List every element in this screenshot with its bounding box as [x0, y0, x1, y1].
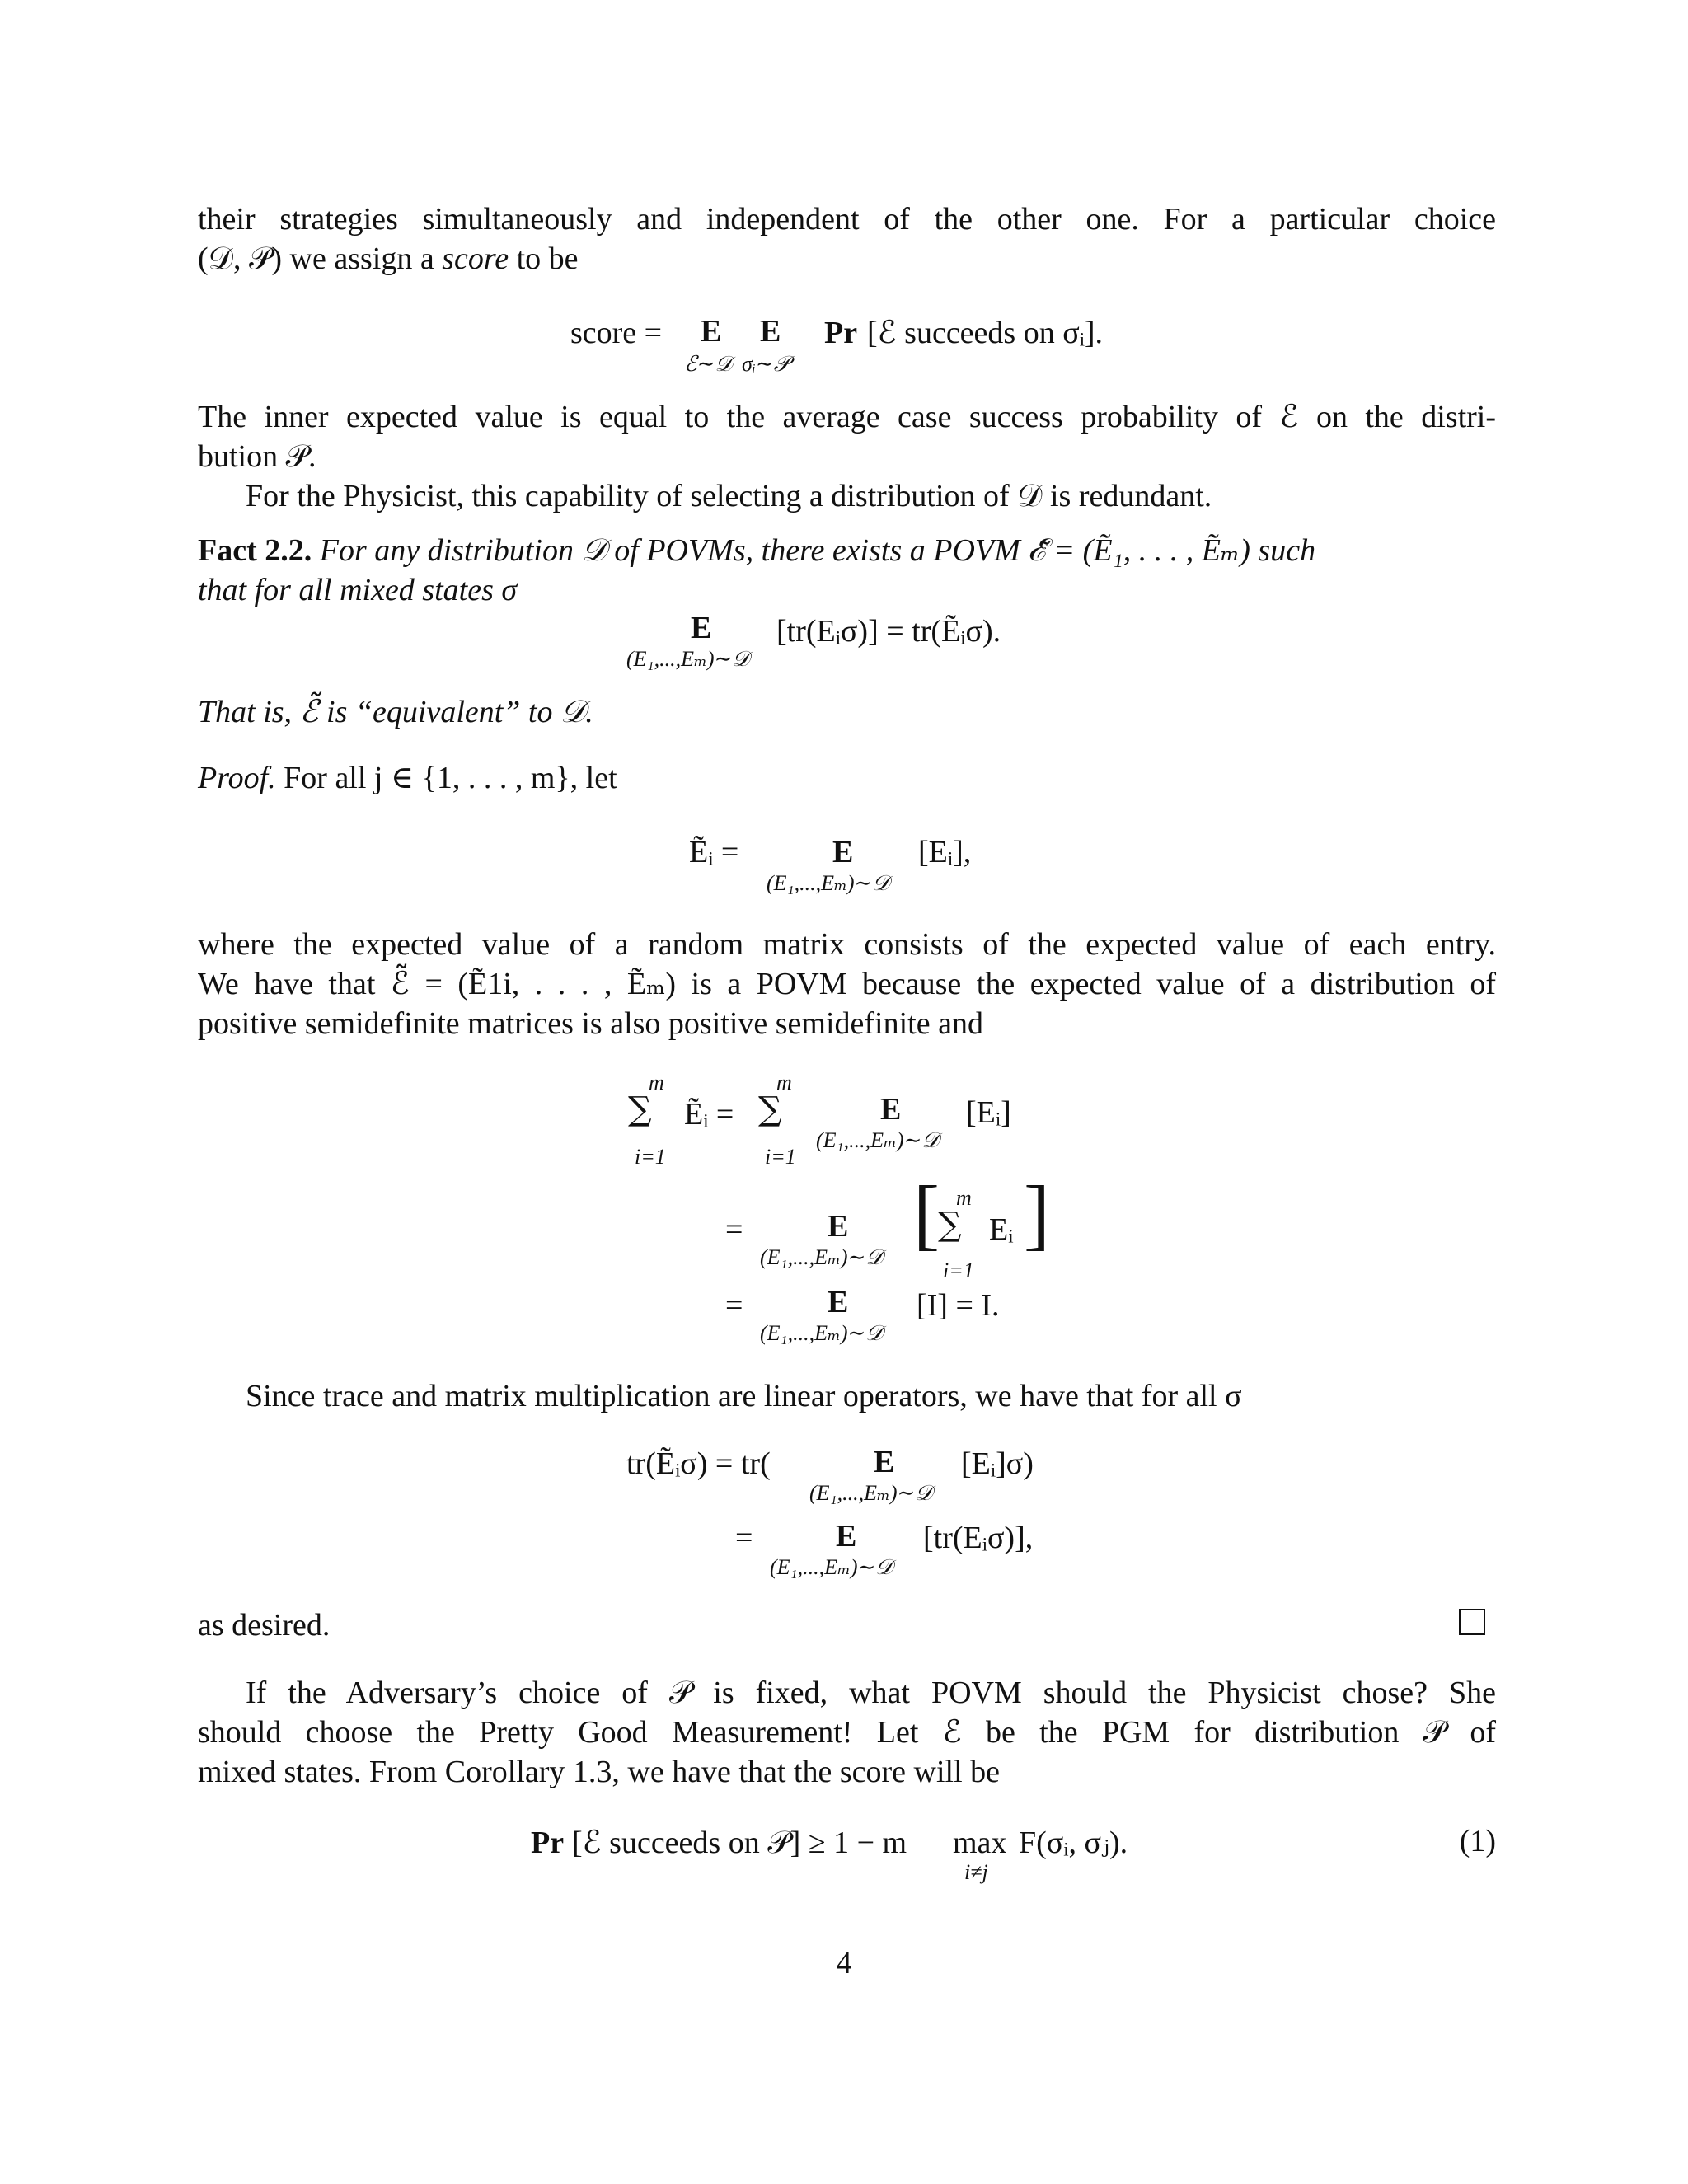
expectation-symbol: E: [832, 835, 854, 869]
subscript: (E₁,...,Eₘ)∼𝒟: [626, 647, 750, 671]
equation-lhs: [ℰ succeeds on 𝒫] ≥ 1 − m: [572, 1825, 907, 1860]
equals-sign: =: [725, 1288, 743, 1323]
equation-rhs: [ℰ succeeds on σᵢ].: [867, 316, 1104, 350]
text-span: (𝒟, 𝒫) we assign a: [198, 241, 443, 276]
equals-sign: =: [725, 1212, 743, 1247]
max-operator: max: [953, 1825, 1007, 1860]
equation-lhs: Ẽᵢ =: [684, 1097, 734, 1132]
paragraph-line: where the expected value of a random matrix consists of the expected value of each entry.: [198, 927, 1496, 962]
subscript: (E₁,...,Eₘ)∼𝒟: [767, 871, 890, 895]
paragraph-line: as desired.: [198, 1608, 331, 1643]
equation-number: (1): [1459, 1824, 1496, 1858]
expectation-symbol: E: [874, 1445, 895, 1479]
expectation-symbol: E: [691, 611, 712, 645]
fact-statement: [198, 531, 1496, 570]
proof-label: Proof.: [198, 761, 276, 795]
sum-term: Eᵢ: [989, 1212, 1014, 1247]
paragraph-line: should choose the Pretty Good Measurement! Let ℰ be the PGM for distribution 𝒫 of: [198, 1715, 1496, 1750]
fact-conclusion-text: That is, ℰ̃ is “equivalent” to 𝒟.: [198, 695, 593, 729]
expectation-symbol: E: [828, 1285, 849, 1319]
left-bracket: [: [913, 1169, 940, 1258]
fact-text: that for all mixed states σ: [198, 573, 518, 607]
right-bracket: ]: [1024, 1169, 1050, 1258]
proof-start: [198, 758, 1496, 798]
sum-lower-limit: i=1: [943, 1258, 974, 1282]
expectation-symbol: E: [880, 1092, 902, 1127]
sum-lower-limit: i=1: [635, 1145, 666, 1169]
paragraph-line: positive semidefinite matrices is also positive semidefinite and: [198, 1006, 983, 1041]
equation-lhs: tr(Ẽᵢσ) = tr(: [626, 1446, 771, 1481]
sum-symbol: ∑: [938, 1206, 962, 1244]
equals-sign: =: [735, 1521, 753, 1555]
subscript: σᵢ∼𝒫: [742, 352, 790, 376]
expectation-symbol: E: [836, 1519, 857, 1554]
sum-symbol: ∑: [758, 1090, 782, 1128]
subscript: i≠j: [964, 1860, 988, 1884]
paragraph-line: mixed states. From Corollary 1.3, we have that the score will be: [198, 1755, 1000, 1789]
equation-rhs: [tr(Eᵢσ)],: [923, 1521, 1034, 1555]
paragraph-line: [198, 239, 1496, 279]
equation-rhs: [Eᵢ],: [918, 835, 972, 869]
paragraph-line: their strategies simultaneously and independent of the other one. For a particular choice: [198, 202, 1496, 237]
equation-rhs: [tr(Eᵢσ)] = tr(Ẽᵢσ).: [776, 614, 1001, 649]
subscript: ℰ∼𝒟: [684, 352, 733, 376]
paragraph-line: The inner expected value is equal to the average case success probability of ℰ on the distri-: [198, 400, 1496, 434]
equation-rhs: [Eᵢ]: [966, 1095, 1011, 1130]
fact-text: For any distribution 𝒟 of POVMs, there exists a POVM ℰ̃ = (Ẽ₁, . . . , Ẽₘ) such: [319, 533, 1316, 568]
equation-rhs: [I] = I.: [917, 1288, 1000, 1323]
paragraph-line: For the Physicist, this capability of selecting a distribution of 𝒟 is redundant.: [246, 479, 1212, 513]
paragraph-line: We have that ℰ̃ = (Ẽ1i, . . . , Ẽₘ) is a POVM because the expected value of a distribution of: [198, 967, 1496, 1001]
paragraph-line: bution 𝒫.: [198, 439, 316, 474]
subscript: (E₁,...,Eₘ)∼𝒟: [816, 1128, 940, 1152]
fact-label: Fact 2.2.: [198, 533, 312, 568]
emphasis-text: score: [442, 241, 509, 276]
sum-upper-limit: m: [956, 1186, 972, 1210]
equation-rhs: F(σᵢ, σⱼ).: [1019, 1825, 1128, 1860]
fact-statement-line: [198, 570, 1496, 610]
proof-text: For all j ∈ {1, . . . , m}, let: [284, 761, 617, 795]
subscript: (E₁,...,Eₘ)∼𝒟: [809, 1481, 933, 1505]
subscript: (E₁,...,Eₘ)∼𝒟: [760, 1321, 884, 1345]
score-label: score =: [570, 316, 663, 350]
probability-symbol: Pr: [531, 1825, 565, 1860]
paragraph-line: If the Adversary’s choice of 𝒫 is fixed, what POVM should the Physicist chose? She: [246, 1675, 1496, 1710]
equation-rhs: [Eᵢ]σ): [961, 1446, 1034, 1481]
expectation-symbol: E: [828, 1209, 849, 1244]
expectation-symbol: E: [760, 314, 781, 349]
fact-conclusion: [198, 692, 1496, 732]
subscript: (E₁,...,Eₘ)∼𝒟: [770, 1555, 893, 1579]
probability-symbol: Pr: [824, 316, 858, 350]
sum-upper-limit: m: [649, 1071, 664, 1094]
equation-lhs: Ẽᵢ =: [689, 835, 739, 869]
sum-upper-limit: m: [776, 1071, 792, 1094]
expectation-symbol: E: [701, 314, 722, 349]
page-number: 4: [836, 1946, 852, 1980]
text-span: to be: [509, 241, 579, 276]
qed-square: [1459, 1609, 1485, 1635]
sum-lower-limit: i=1: [765, 1145, 796, 1169]
subscript: (E₁,...,Eₘ)∼𝒟: [760, 1245, 884, 1269]
paragraph-line: Since trace and matrix multiplication are linear operators, we have that for all σ: [246, 1379, 1242, 1413]
sum-symbol: ∑: [628, 1090, 652, 1128]
